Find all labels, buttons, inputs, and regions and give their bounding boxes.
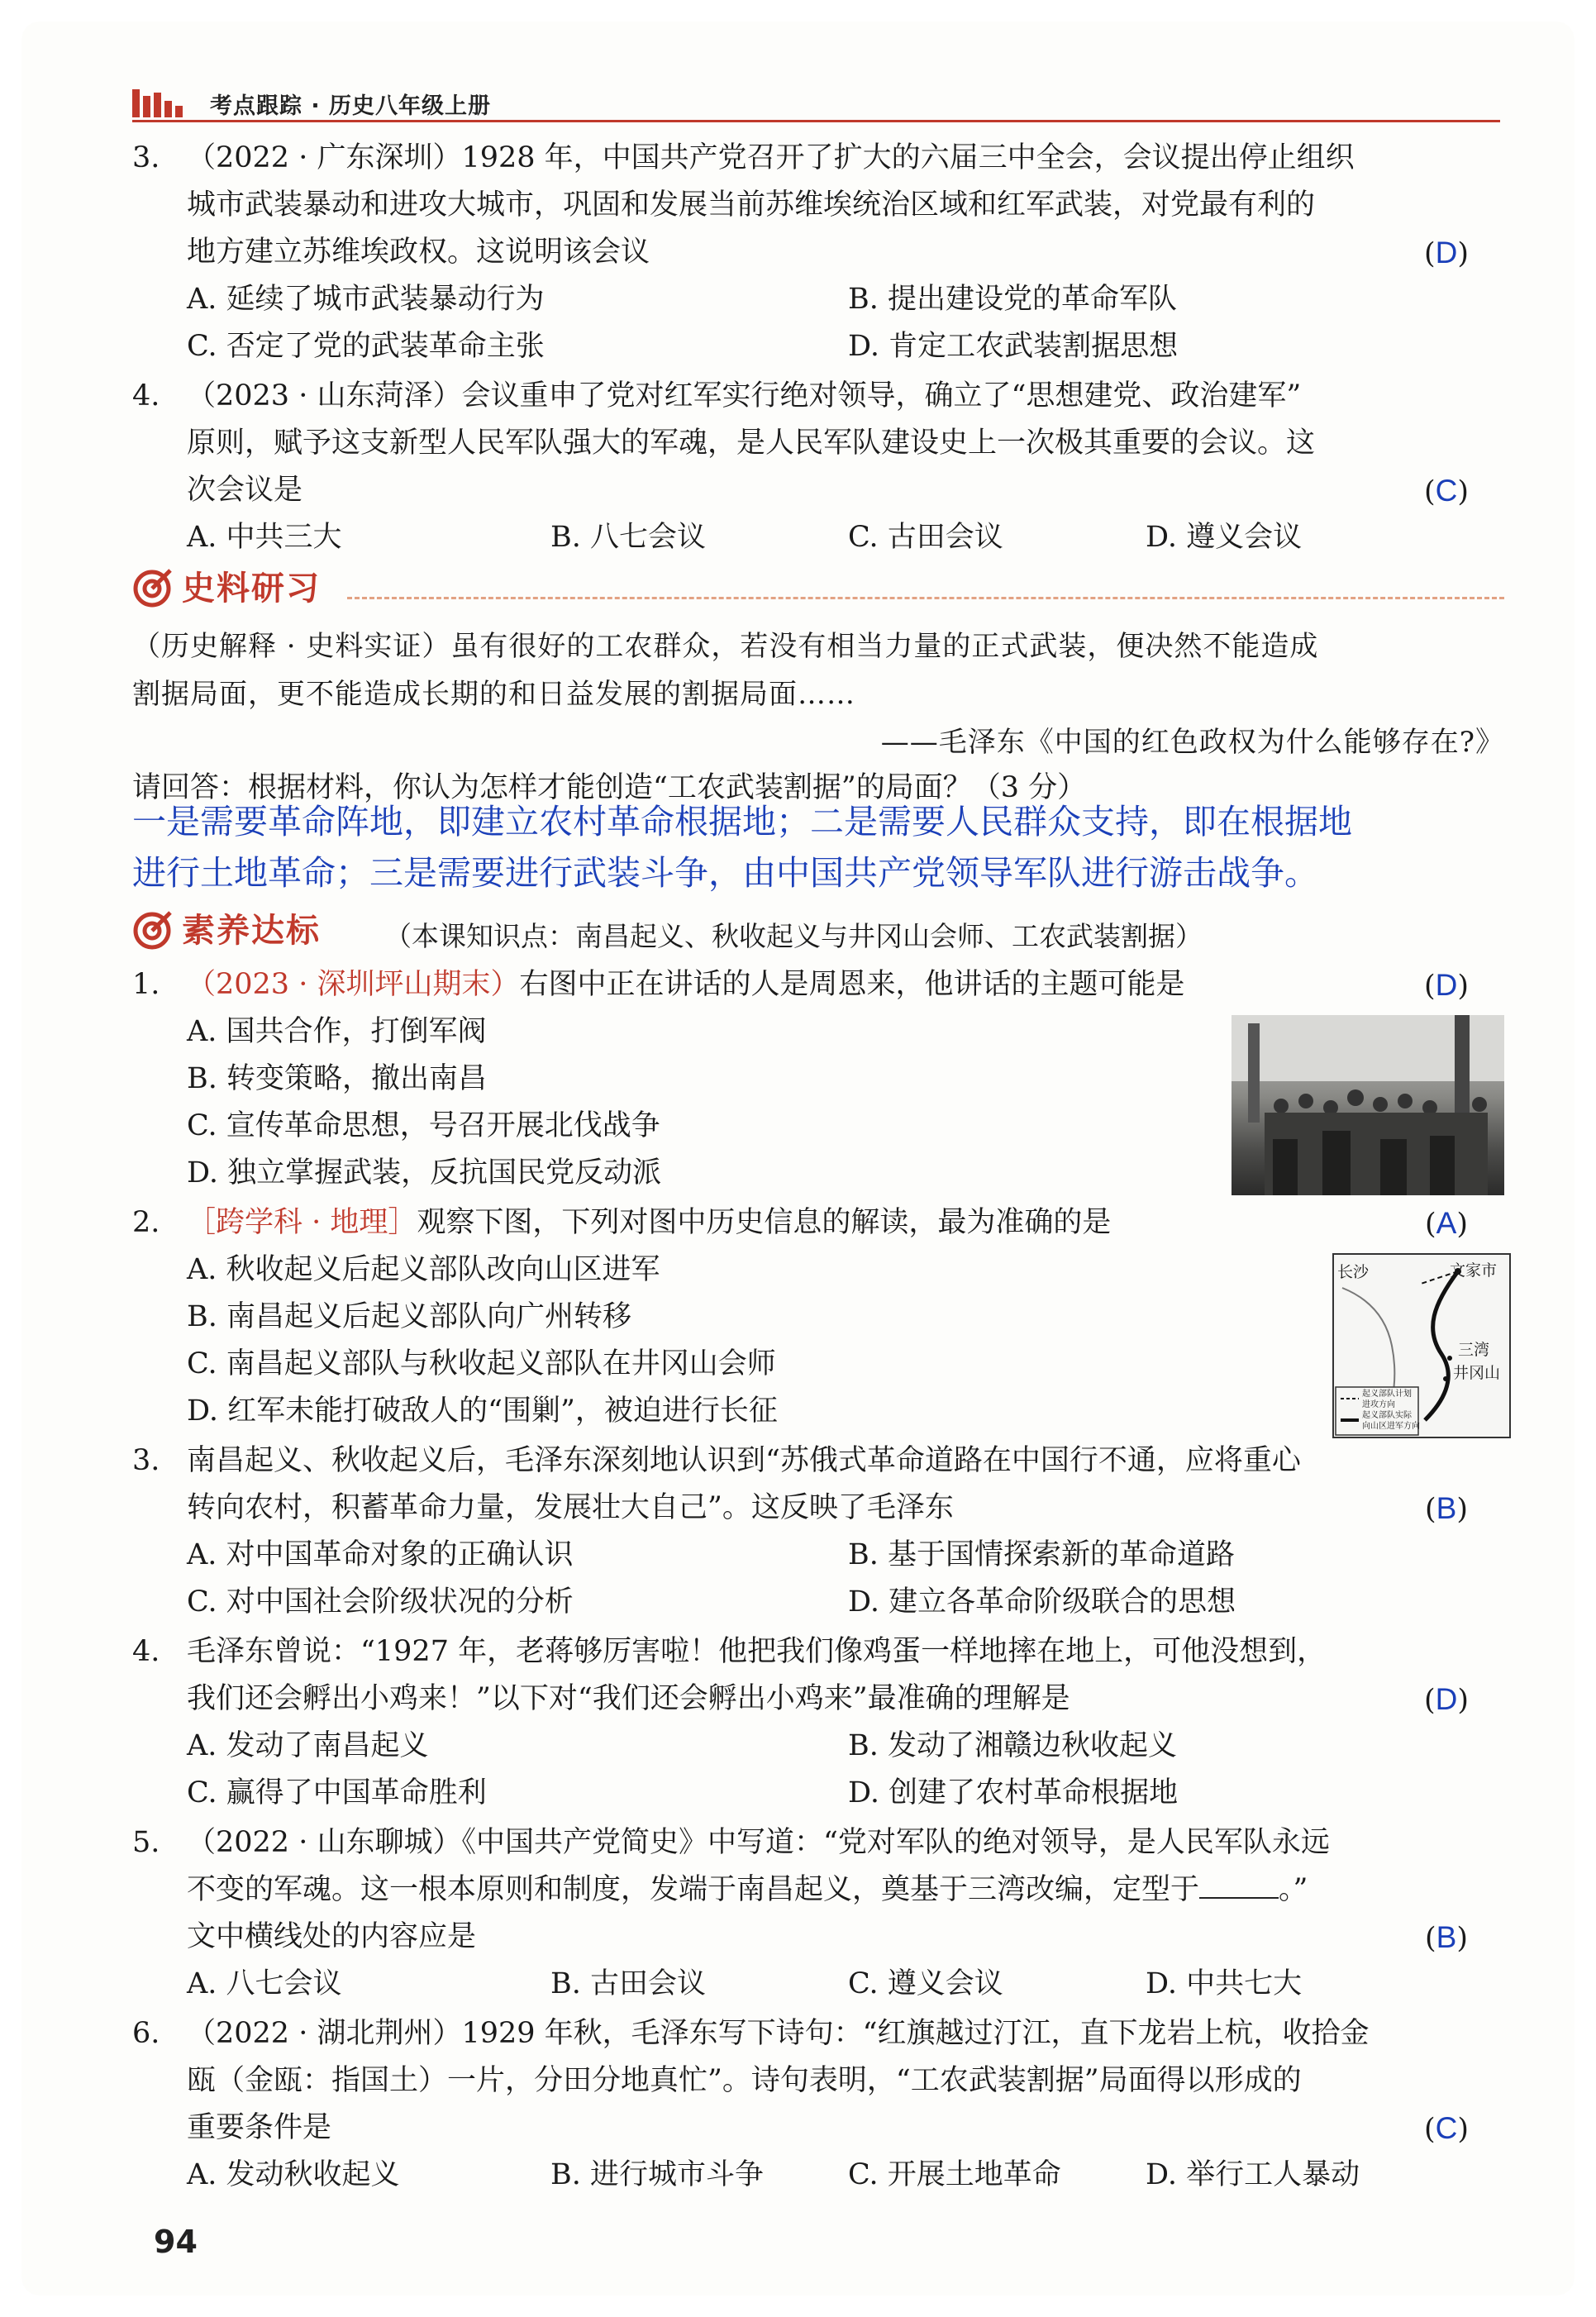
question-line: 1. （2023 · 深圳坪山期末）右图中正在讲话的人是周恩来，他讲话的主题可能是 (D) [132, 961, 1504, 1008]
option: D. 独立掌握武装，反抗国民党反动派 [187, 1156, 662, 1189]
option: D. 中共七大 [1146, 1967, 1303, 2000]
material-line: （历史解释 · 史料实证）虽有很好的工农群众，若没有相当力量的正式武装，便决然不能造成 [132, 630, 1319, 663]
question-line: 3. 南昌起义、秋收起义后，毛泽东深刻地认识到“苏俄式革命道路在中国行不通，应将重心 [132, 1437, 1504, 1485]
question-line: 6. （2022 · 湖北荆州）1929 年秋，毛泽东写下诗句：“红旗越过汀江，直下龙岩上杭，收拾金 [132, 2010, 1504, 2057]
option: D. 举行工人暴动 [1146, 2158, 1360, 2191]
option: B. 基于国情探索新的革命道路 [848, 1538, 1235, 1571]
answer-bracket: (D) [1423, 1682, 1470, 1717]
answer-bracket: (D) [1423, 968, 1470, 1003]
options-row [187, 1532, 1504, 1579]
question-line: 4. （2023 · 山东菏泽）会议重申了党对红军实行绝对领导，确立了“思想建党、政治建军” [132, 373, 1504, 420]
question-line: 文中横线处的内容应是 (B) [187, 1914, 1504, 1961]
option: C. 赢得了中国革命胜利 [187, 1776, 487, 1809]
option: C. 否定了党的武装革命主张 [187, 330, 545, 363]
answer-bracket: (C) [1423, 474, 1470, 508]
section-header-material [132, 564, 1504, 613]
option: A. 发动了南昌起义 [187, 1729, 429, 1762]
options-row [187, 1723, 1504, 1770]
header-title: 考点跟踪 · 历史八年级上册 [210, 93, 492, 119]
target-icon [132, 908, 175, 951]
answer-letter: D [1435, 968, 1458, 1002]
options-row [187, 2152, 1504, 2199]
question-line: 我们还会孵出小鸡来！”以下对“我们还会孵出小鸡来”最准确的理解是 (D) [187, 1676, 1504, 1723]
map-label: 长沙 [1337, 1263, 1370, 1281]
page-number: 94 [154, 2224, 198, 2260]
answer-letter: D [1435, 236, 1458, 269]
option: D. 肯定工农武装割据思想 [848, 330, 1179, 363]
answer-bracket: (C) [1423, 2111, 1470, 2146]
map-legend: 向山区进军方向 [1362, 1422, 1420, 1431]
handwritten-answer-line: 进行土地革命；三是需要进行武装斗争，由中国共产党领导军队进行游击战争。 [132, 853, 1318, 893]
question-number: 3. [132, 141, 160, 174]
answer-letter: C [1435, 474, 1458, 508]
material-line: 割据局面，更不能造成长期的和日益发展的割据局面…… [132, 678, 855, 711]
options-row [187, 1770, 1504, 1817]
option: A. 发动秋收起义 [187, 2158, 400, 2191]
option: A. 延续了城市武装暴动行为 [187, 283, 545, 316]
route-map [1332, 1253, 1511, 1438]
option: B. 发动了湘赣边秋收起义 [848, 1729, 1177, 1762]
options-row [187, 323, 1504, 370]
material-citation: ——毛泽东《中国的红色政权为什么能够存在?》 [880, 726, 1504, 759]
question-source: ［跨学科 · 地理］ [187, 1206, 417, 1239]
options-row [187, 1579, 1504, 1626]
options-row [187, 276, 1504, 323]
option: A. 八七会议 [187, 1967, 342, 2000]
option: D. 创建了农村革命根据地 [848, 1776, 1179, 1809]
section-header-literacy [132, 906, 1504, 956]
question-line: 重要条件是 (C) [187, 2105, 1504, 2152]
handwritten-answer-line: 一是需要革命阵地，即建立农村革命根据地；二是需要人民群众支持，即在根据地 [132, 802, 1352, 841]
option: C. 古田会议 [848, 521, 1003, 554]
answer-bracket: (D) [1423, 236, 1470, 270]
question-line: 3. （2022 · 广东深圳）1928 年，中国共产党召开了扩大的六届三中全会，会议提出停止组织 [132, 135, 1504, 182]
question-line: 原则，赋予这支新型人民军队强大的军魂，是人民军队建设史上一次极其重要的会议。这 [187, 427, 1316, 460]
question-line: 不变的军魂。这一根本原则和制度，发端于南昌起义，奠基于三湾改编，定型于 。” [187, 1866, 1504, 1914]
question-number: 1. [132, 968, 160, 1001]
question-line: 4. 毛泽东曾说：“1927 年，老蒋够厉害啦！他把我们像鸡蛋一样地摔在地上，可他没想到， [132, 1628, 1504, 1676]
options-row [187, 514, 1504, 561]
map-legend: 起义部队计划 [1362, 1390, 1412, 1399]
question-line: 转向农村，积蓄革命力量，发展壮大自己”。这反映了毛泽东 (B) [187, 1485, 1504, 1532]
map-label: 三湾 [1458, 1341, 1490, 1359]
option: B. 南昌起义后起义部队向广州转移 [187, 1300, 631, 1333]
option: C. 开展土地革命 [848, 2158, 1061, 2191]
option: C. 遵义会议 [848, 1967, 1003, 2000]
question-source: （2023 · 深圳坪山期末） [187, 968, 520, 1001]
answer-bracket: (A) [1425, 1206, 1468, 1241]
question-number: 2. [132, 1206, 160, 1239]
answer-letter: B [1436, 1491, 1457, 1525]
option: A. 国共合作，打倒军阀 [187, 1015, 487, 1048]
option: A. 秋收起义后起义部队改向山区进军 [187, 1253, 660, 1286]
answer-letter: C [1435, 2111, 1458, 2145]
question-number: 5. [132, 1826, 160, 1859]
question-line: 次会议是 (C) [187, 467, 1504, 514]
question-number: 4. [132, 1635, 160, 1668]
option: B. 古田会议 [550, 1967, 706, 2000]
option: B. 提出建设党的革命军队 [848, 283, 1177, 316]
answer-letter: D [1435, 1682, 1458, 1716]
question-number: 4. [132, 379, 160, 412]
fill-blank[interactable] [1199, 1867, 1279, 1899]
map-legend: 进攻方向 [1362, 1400, 1395, 1409]
question-line: 5. （2022 · 山东聊城）《中国共产党简史》中写道：“党对军队的绝对领导，是人民军队永远 [132, 1819, 1504, 1866]
target-icon [132, 565, 175, 608]
question-number: 3. [132, 1444, 160, 1477]
map-legend: 起义部队实际 [1362, 1411, 1412, 1420]
option: A. 对中国革命对象的正确认识 [187, 1538, 574, 1571]
map-label: 井冈山 [1453, 1364, 1501, 1382]
option: B. 转变策略，撤出南昌 [187, 1062, 487, 1095]
section-title: 素养达标 [182, 912, 321, 950]
option: D. 遵义会议 [1146, 521, 1303, 554]
option: B. 八七会议 [550, 521, 706, 554]
answer-bracket: (B) [1425, 1920, 1468, 1955]
dashed-divider [347, 597, 1504, 599]
option: C. 南昌起义部队与秋收起义部队在井冈山会师 [187, 1347, 776, 1380]
answer-letter: B [1436, 1920, 1457, 1954]
option: A. 中共三大 [187, 521, 342, 554]
option: C. 宣传革命思想，号召开展北伐战争 [187, 1109, 660, 1142]
question-number: 6. [132, 2017, 160, 2050]
answer-bracket: (B) [1425, 1491, 1468, 1526]
section-title: 史料研习 [182, 570, 321, 608]
map-label: 文家市 [1450, 1261, 1498, 1280]
answer-letter: A [1436, 1206, 1457, 1240]
option: B. 进行城市斗争 [550, 2158, 764, 2191]
question-line: 地方建立苏维埃政权。这说明该会议 (D) [187, 229, 1504, 276]
material-question: 请回答：根据材料，你认为怎样才能创造“工农武装割据”的局面？（3 分） [132, 771, 1087, 804]
question-line: 瓯（金瓯：指国土）一片，分田分地真忙”。诗句表明，“工农武装割据”局面得以形成的 [187, 2064, 1302, 2097]
historical-photo [1232, 1015, 1504, 1195]
section-subtitle: （本课知识点：南昌起义、秋收起义与井冈山会师、工农武装割据） [384, 920, 1203, 952]
question-line: 2. ［跨学科 · 地理］观察下图，下列对图中历史信息的解读，最为准确的是 (A) [132, 1199, 1504, 1247]
option: C. 对中国社会阶级状况的分析 [187, 1585, 574, 1619]
option: D. 红军未能打破敌人的“围剿”，被迫进行长征 [187, 1394, 778, 1428]
options-row [187, 1961, 1504, 2008]
option: D. 建立各革命阶级联合的思想 [848, 1585, 1236, 1619]
crowd-photo-icon [1232, 1015, 1504, 1195]
question-line: 城市武装暴动和进攻大城市，巩固和发展当前苏维埃统治区域和红军武装，对党最有利的 [187, 188, 1316, 222]
